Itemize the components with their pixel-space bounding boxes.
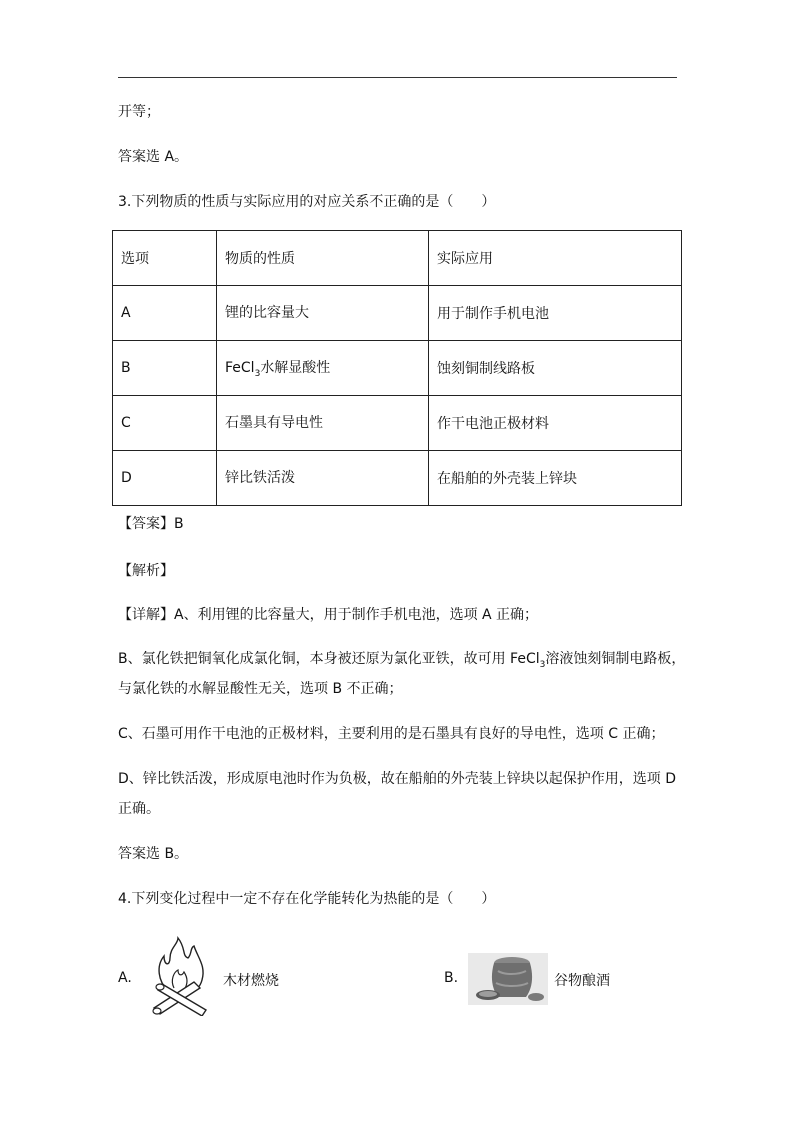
q3-detail-b-line2: 与氯化铁的水解显酸性无关，选项 B 不正确； — [118, 681, 403, 697]
prev-answer: 答案选 A。 — [118, 149, 189, 165]
row-application: 在船舶的外壳装上锌块 — [429, 451, 682, 506]
q3-detail-d-line1: D、锌比铁活泼，形成原电池时作为负极，故在船舶的外壳装上锌块以起保护作用，选项 D — [118, 771, 677, 787]
option-a-text: 木材燃烧 — [223, 973, 279, 989]
q3-detail-a: 【详解】A、利用锂的比容量大，用于制作手机电池，选项 A 正确； — [118, 607, 539, 623]
row-option: D — [113, 451, 217, 506]
table-row — [113, 396, 682, 451]
row-property: FeCl$_3$水解显酸性 — [217, 341, 429, 396]
q3-final-answer: 答案选 B。 — [118, 846, 189, 862]
option-b-text: 谷物酿酒 — [554, 973, 610, 989]
option-a-letter: A. — [118, 970, 132, 986]
row-option: C — [113, 396, 217, 451]
q3-table — [112, 230, 682, 506]
row-option: A — [113, 286, 217, 341]
burning-wood-icon — [148, 936, 212, 1016]
row-application: 作干电池正极材料 — [429, 396, 682, 451]
row-property: 石墨具有导电性 — [217, 396, 429, 451]
table-row — [113, 286, 682, 341]
table-row — [113, 341, 682, 396]
header-rule — [118, 77, 677, 78]
q3-detail-c: C、石墨可用作干电池的正极材料，主要利用的是石墨具有良好的导电性，选项 C 正确； — [118, 726, 665, 742]
row-application: 用于制作手机电池 — [429, 286, 682, 341]
header-application: 实际应用 — [429, 231, 682, 286]
table-header-row — [113, 231, 682, 286]
q4-stem: 4.下列变化过程中一定不存在化学能转化为热能的是（ ） — [118, 891, 496, 907]
q3-stem: 3.下列物质的性质与实际应用的对应关系不正确的是（ ） — [118, 194, 496, 210]
q3-detail-d-line2: 正确。 — [118, 801, 160, 817]
option-b-letter: B. — [444, 970, 459, 986]
row-application: 蚀刻铜制线路板 — [429, 341, 682, 396]
header-property: 物质的性质 — [217, 231, 429, 286]
q3-detail-b-line1: B、氯化铁把铜氧化成氯化铜，本身被还原为氯化亚铁，故可用 FeCl$_3$溶液蚀刻铜制电路板， — [118, 651, 686, 670]
row-property: 锌比铁活泼 — [217, 451, 429, 506]
grain-wine-icon — [468, 953, 548, 1005]
row-property: 锂的比容量大 — [217, 286, 429, 341]
q3-answer: 【答案】B — [118, 516, 184, 532]
header-option: 选项 — [113, 231, 217, 286]
prev-text-line: 开等； — [118, 104, 160, 120]
row-option: B — [113, 341, 217, 396]
table-row — [113, 451, 682, 506]
q3-analysis-heading: 【解析】 — [118, 563, 174, 579]
